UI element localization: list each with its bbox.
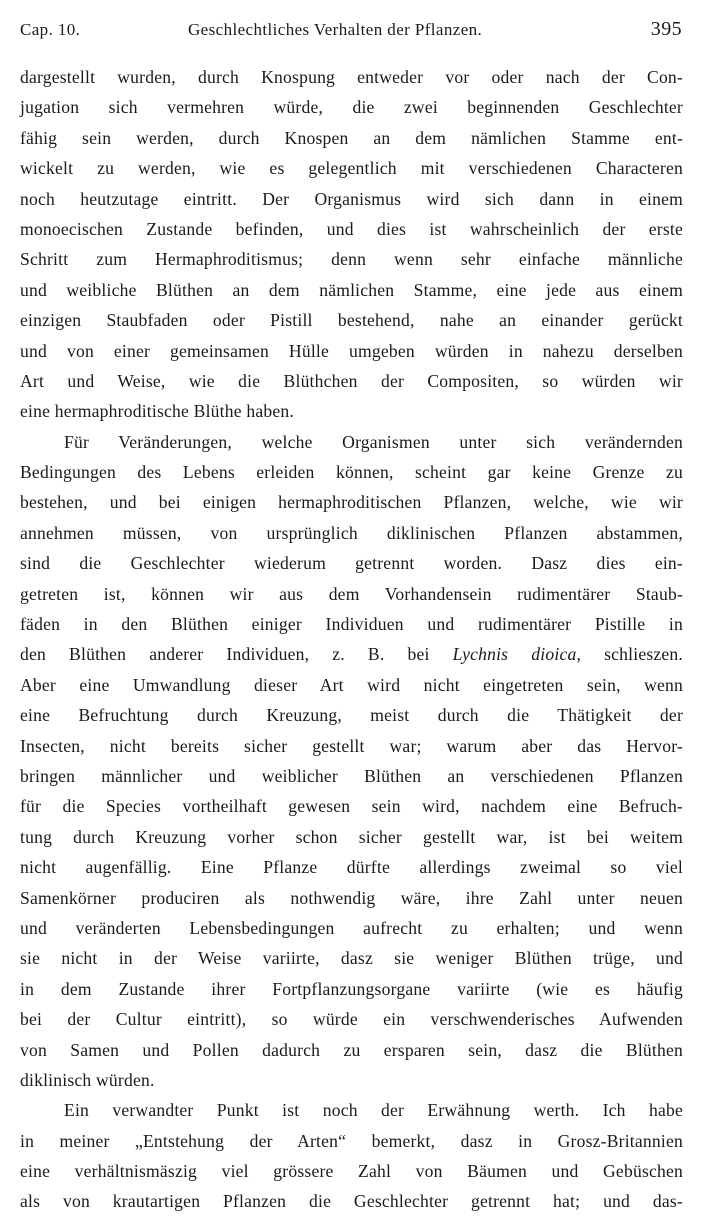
text-line: nicht augenfällig. Eine Pflanze dürfte allerdings zweimal so viel — [20, 857, 683, 878]
text-line: Ein verwandter Punkt ist noch der Erwähnung werth. Ich habe — [64, 1100, 683, 1121]
text-line: als von krautartigen Pflanzen die Geschlechter getrennt hat; und das- — [20, 1191, 683, 1212]
text-line: von Samen und Pollen dadurch zu ersparen sein, dasz die Blüthen — [20, 1039, 683, 1060]
text-line: tung durch Kreuzung vorher schon sicher gestellt war, ist bei weitem — [20, 826, 683, 847]
text-line: jugation sich vermehren würde, die zwei beginnenden Geschlechter — [20, 97, 683, 118]
text-line: monoecischen Zustande befinden, und dies ist wahrscheinlich der erste — [20, 218, 683, 239]
paragraph — [20, 1095, 683, 1217]
text-line: bestehen, und bei einigen hermaphroditischen Pflanzen, welche, wie wir — [20, 492, 683, 513]
text-line: diklinisch würden. — [20, 1069, 155, 1090]
text-line: Für Veränderungen, welche Organismen unter sich verändernden — [64, 431, 683, 452]
text-line: annehmen müssen, von ursprünglich diklinischen Pflanzen abstammen, — [20, 522, 683, 543]
text-line: Samenkörner produciren als nothwendig wäre, ihre Zahl unter neuen — [20, 887, 683, 908]
chapter-label: Cap. 10. — [20, 20, 81, 39]
text-line: Aber eine Umwandlung dieser Art wird nicht eingetreten sein, wenn — [20, 674, 683, 695]
paragraph — [20, 62, 683, 427]
text-line: und weibliche Blüthen an dem nämlichen Stamme, eine jede aus einem — [20, 279, 683, 300]
text-line: bringen männlicher und weiblicher Blüthen an verschiedenen Pflanzen — [20, 765, 683, 786]
page-number: 395 — [650, 18, 682, 40]
text-line: Bedingungen des Lebens erleiden können, scheint gar keine Grenze zu — [20, 462, 683, 483]
text-line: getreten ist, können wir aus dem Vorhandensein rudimentärer Staub- — [20, 583, 683, 604]
text-line: den Blüthen anderer Individuen, z. B. bei Lychnis dioica, schlieszen. — [20, 644, 684, 665]
text-line: sind die Geschlechter wiederum getrennt worden. Dasz dies ein- — [20, 553, 683, 574]
text-line: dargestellt wurden, durch Knospung entweder vor oder nach der Con- — [20, 67, 683, 87]
text-line: noch heutzutage eintritt. Der Organismus wird sich dann in einem — [20, 188, 683, 209]
text-line: einzigen Staubfaden oder Pistill bestehend, nahe an einander gerückt — [20, 310, 683, 331]
text-line: eine verhältnismäszig viel grössere Zahl von Bäumen und Gebüschen — [20, 1161, 683, 1182]
text-line: und veränderten Lebensbedingungen aufrecht zu erhalten; und wenn — [20, 917, 683, 938]
text-line: wickelt zu werden, wie es gelegentlich mit verschiedenen Characteren — [20, 158, 683, 179]
text-line: fähig sein werden, durch Knospen an dem nämlichen Stamme ent- — [20, 127, 683, 148]
text-line: für die Species vortheilhaft gewesen sein wird, nachdem eine Befruch- — [20, 796, 683, 817]
running-header — [20, 18, 682, 48]
text-line: Art und Weise, wie die Blüthchen der Compositen, so würden wir — [20, 370, 683, 391]
text-line: Insecten, nicht bereits sicher gestellt war; warum aber das Hervor- — [20, 735, 683, 756]
body-text — [20, 62, 683, 1217]
text-line: Schritt zum Hermaphroditismus; denn wenn sehr einfache männliche — [20, 249, 683, 270]
text-line: und von einer gemeinsamen Hülle umgeben würden in nahezu derselben — [20, 340, 683, 361]
text-line: sie nicht in der Weise variirte, dasz sie weniger Blüthen trüge, und — [20, 948, 683, 969]
paragraph — [20, 427, 683, 1096]
text-line: eine Befruchtung durch Kreuzung, meist durch die Thätigkeit der — [20, 705, 683, 726]
text-line: in dem Zustande ihrer Fortpflanzungsorgane variirte (wie es häufig — [20, 978, 683, 999]
running-title: Geschlechtliches Verhalten der Pflanzen. — [188, 20, 483, 39]
text-line: bei der Cultur eintritt), so würde ein verschwenderisches Aufwenden — [20, 1009, 683, 1030]
text-line: in meiner „Entstehung der Arten“ bemerkt, dasz in Grosz-Britannien — [20, 1130, 683, 1151]
text-line: fäden in den Blüthen einiger Individuen und rudimentärer Pistille in — [20, 614, 683, 635]
text-line: eine hermaphroditische Blüthe haben. — [20, 401, 294, 422]
